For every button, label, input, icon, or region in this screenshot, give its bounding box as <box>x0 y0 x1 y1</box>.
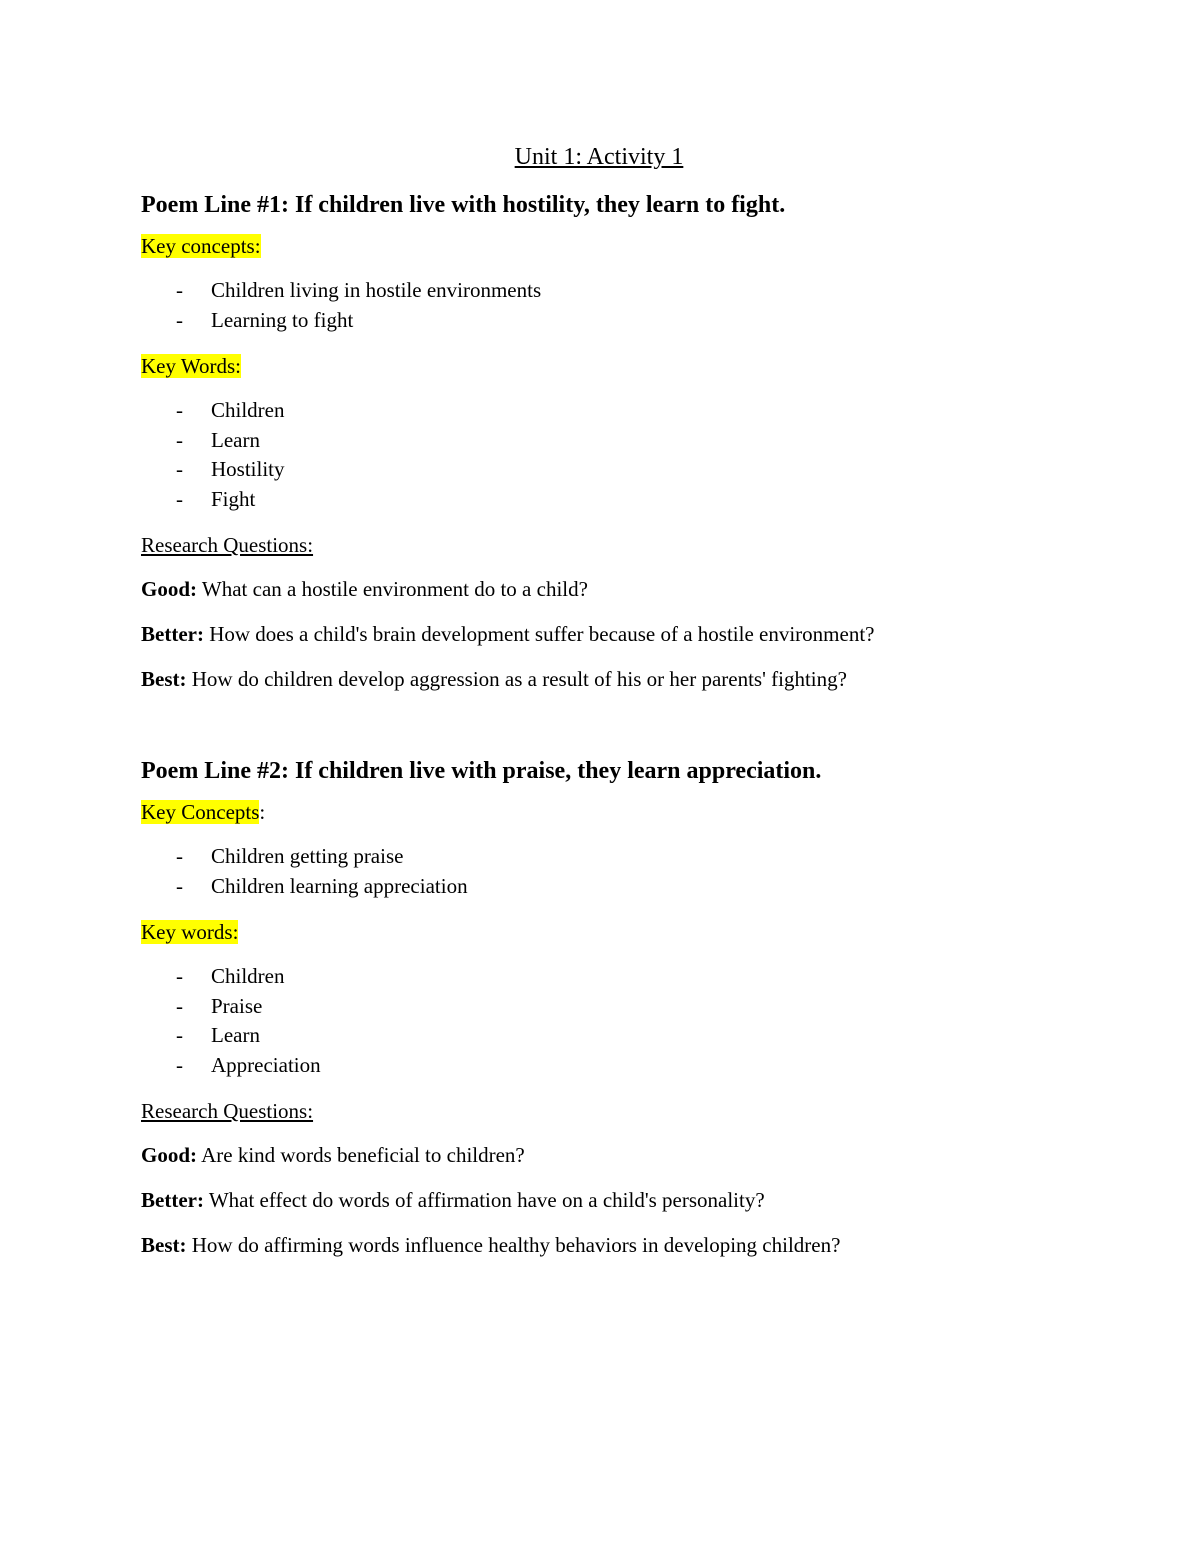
list-item <box>141 485 1061 515</box>
question-level-label: Best: <box>141 1233 187 1257</box>
key-concepts-list <box>141 276 1061 335</box>
document-title: Unit 1: Activity 1 <box>514 144 684 170</box>
question-text: What can a hostile environment do to a child? <box>201 577 588 601</box>
section-spacer <box>141 710 1061 754</box>
poem-line-heading: Poem Line #2: If children live with praise, they learn appreciation. <box>141 758 822 784</box>
list-item-text: Children living in hostile environments <box>211 278 542 302</box>
key-words-label <box>141 352 1061 380</box>
question-level-label: Good: <box>141 577 198 601</box>
list-item <box>141 842 1061 872</box>
question-level-label: Better: <box>141 622 204 646</box>
key-concepts-label <box>141 798 1061 826</box>
key-concepts-list <box>141 842 1061 901</box>
key-concepts-label <box>141 232 1061 260</box>
list-item-text: Children <box>211 398 285 422</box>
poem-line-heading: Poem Line #1: If children live with hostility, they learn to fight. <box>141 192 786 218</box>
dash-bullet: - <box>176 427 183 452</box>
dash-bullet: - <box>176 1052 183 1077</box>
list-item-text: Learn <box>211 427 260 452</box>
key-words-label <box>141 918 1061 946</box>
document-content <box>141 140 1061 1276</box>
poem-section-1 <box>141 188 1061 693</box>
list-item-text: Children learning appreciation <box>211 873 468 898</box>
question-text: How does a child's brain development suffer because of a hostile environment? <box>209 622 875 646</box>
question-level-label: Best: <box>141 667 187 691</box>
list-item <box>141 1051 1061 1081</box>
list-item-text: Children <box>211 964 285 988</box>
research-question-better <box>141 620 1061 648</box>
research-question-best <box>141 665 1061 693</box>
dash-bullet: - <box>176 457 183 481</box>
key-words-list <box>141 396 1061 514</box>
list-item <box>141 426 1061 456</box>
highlighted-label: Key concepts: <box>141 234 261 258</box>
research-question-best <box>141 1231 1061 1259</box>
highlighted-label: Key Words: <box>141 354 241 378</box>
list-item-text: Learn <box>211 1023 260 1047</box>
highlighted-label: Key words: <box>141 920 239 944</box>
research-question-good <box>141 575 1061 603</box>
list-item <box>141 306 1061 336</box>
research-question-better <box>141 1186 1061 1214</box>
list-item-text: Learning to fight <box>211 307 354 332</box>
key-words-list <box>141 962 1061 1080</box>
list-item-text: Children getting praise <box>211 844 404 868</box>
research-questions-label <box>141 1097 1061 1125</box>
list-item <box>141 872 1061 902</box>
dash-bullet: - <box>176 873 183 898</box>
dash-bullet: - <box>176 964 183 988</box>
dash-bullet: - <box>176 307 183 332</box>
label-suffix: : <box>259 800 266 824</box>
question-text: What effect do words of affirmation have on a child's personality? <box>208 1188 765 1212</box>
question-level-label: Better: <box>141 1188 204 1212</box>
dash-bullet: - <box>176 486 183 511</box>
list-item <box>141 962 1061 992</box>
question-text: How do affirming words influence healthy behaviors in developing children? <box>191 1233 841 1257</box>
list-item <box>141 396 1061 426</box>
question-level-label: Good: <box>141 1143 198 1167</box>
list-item-text: Fight <box>211 486 256 511</box>
dash-bullet: - <box>176 993 183 1018</box>
list-item <box>141 992 1061 1022</box>
list-item <box>141 1021 1061 1051</box>
list-item-text: Praise <box>211 993 263 1018</box>
list-item-text: Appreciation <box>211 1052 321 1077</box>
poem-section-2 <box>141 754 1061 1259</box>
list-item <box>141 455 1061 485</box>
list-item-text: Hostility <box>211 457 285 481</box>
dash-bullet: - <box>176 398 183 422</box>
underlined-label: Research Questions: <box>141 1099 314 1123</box>
dash-bullet: - <box>176 278 183 302</box>
dash-bullet: - <box>176 844 183 868</box>
research-questions-label <box>141 531 1061 559</box>
dash-bullet: - <box>176 1023 183 1047</box>
question-text: How do children develop aggression as a result of his or her parents' fighting? <box>191 667 847 691</box>
underlined-label: Research Questions: <box>141 533 314 557</box>
list-item <box>141 276 1061 306</box>
question-text: Are kind words beneficial to children? <box>201 1143 525 1167</box>
research-question-good <box>141 1141 1061 1169</box>
highlighted-label: Key Concepts <box>141 800 260 824</box>
